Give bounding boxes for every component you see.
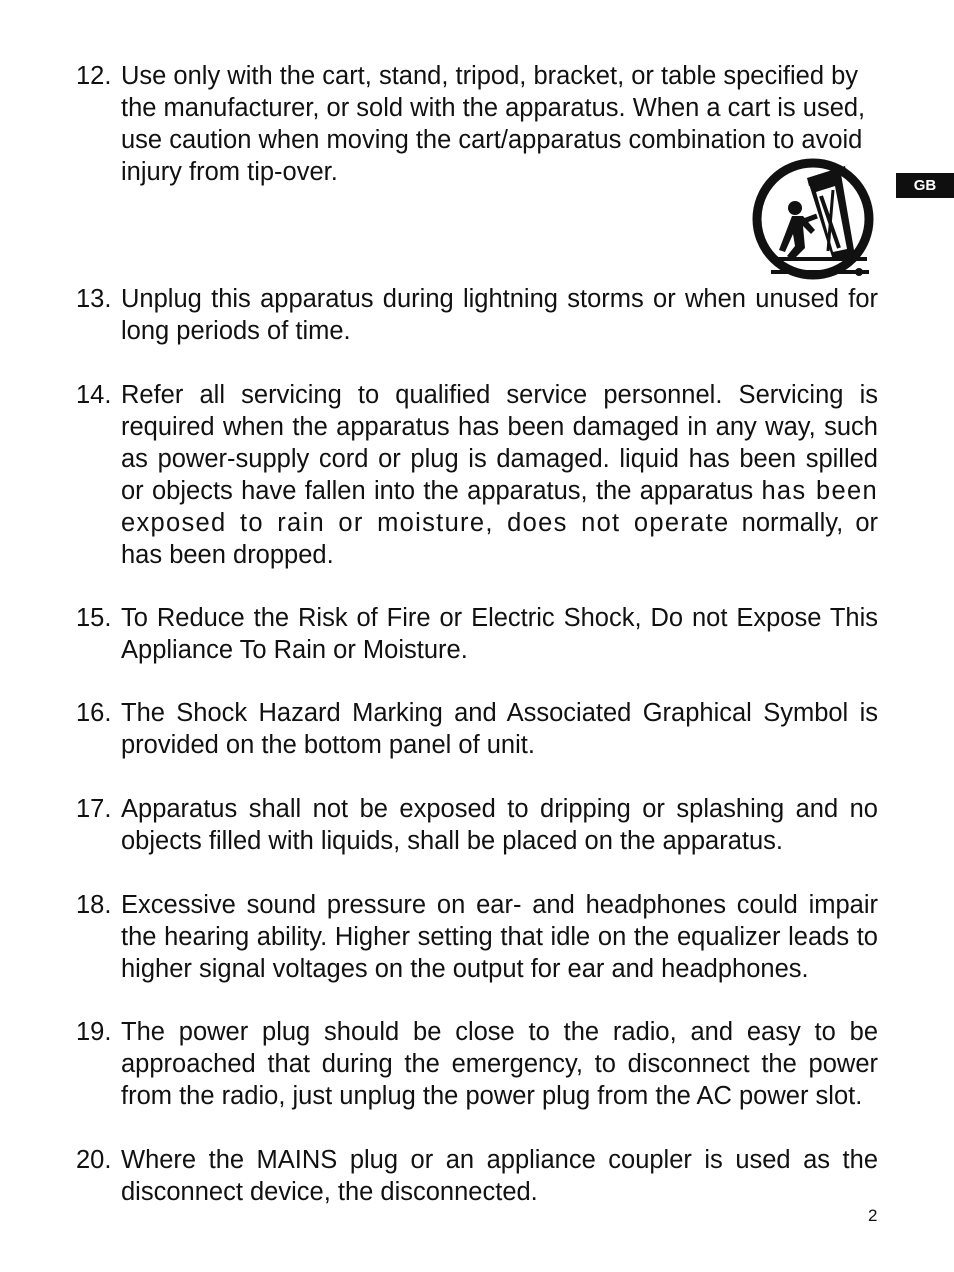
item-text: Where the MAINS plug or an appliance coupler is used as the disconnect device, the disconnected. (121, 1146, 878, 1206)
item-number: 12. (76, 62, 112, 90)
item-text-part: normally, or has been dropped. (121, 508, 879, 569)
list-item (76, 698, 878, 762)
list-item (76, 1017, 878, 1113)
no-cart-tip-over-icon (749, 156, 877, 282)
list-item (76, 794, 878, 858)
item-text: Use only with the cart, stand, tripod, bracket, or table specified by the manufacturer, or sold with the apparatus. When a cart is used, use caution when moving the cart/apparatus combination to avoid injury from tip-over. (121, 62, 866, 186)
item-number: 18. (76, 891, 112, 919)
item-text: To Reduce the Risk of Fire or Electric Shock, Do not Expose This Appliance To Rain or Moisture. (121, 604, 878, 664)
list-item (76, 890, 878, 986)
item-text: Unplug this apparatus during lightning storms or when unused for long periods of time. (121, 285, 878, 345)
item-text: The Shock Hazard Marking and Associated Graphical Symbol is provided on the bottom panel of unit. (121, 699, 878, 759)
item-number: 17. (76, 795, 112, 823)
language-tab: GB (896, 173, 954, 198)
list-item (76, 1145, 878, 1209)
item-number: 20. (76, 1146, 112, 1174)
item-text-part: Refer all servicing to qualified service personnel. Servicing is required when the apparatus has been damaged in any way, such as power-supply cord or plug is damaged. liquid has been spilled or objects have fallen into the apparatus, the apparatus (121, 381, 878, 505)
list-item (76, 284, 878, 348)
item-number: 13. (76, 285, 112, 313)
item-number: 16. (76, 699, 112, 727)
item-text: Excessive sound pressure on ear- and headphones could impair the hearing ability. Higher setting that idle on the equalizer leads to higher signal voltages on the output for ear and headphones. (121, 891, 878, 983)
item-number: 15. (76, 604, 112, 632)
page-number: 2 (868, 1206, 878, 1225)
item-text (121, 380, 878, 571)
list-item (76, 380, 878, 571)
list-item (76, 603, 878, 667)
item-text: Apparatus shall not be exposed to dripping or splashing and no objects filled with liquids, shall be placed on the apparatus. (121, 795, 878, 855)
item-text: The power plug should be close to the radio, and easy to be approached that during the emergency, to disconnect the power from the radio, just unplug the power plug from the AC power slot. (121, 1018, 878, 1110)
item-number: 14. (76, 381, 112, 409)
item-number: 19. (76, 1018, 112, 1046)
item-text-part: has been exposed to rain or moisture, does not operate (121, 476, 878, 537)
